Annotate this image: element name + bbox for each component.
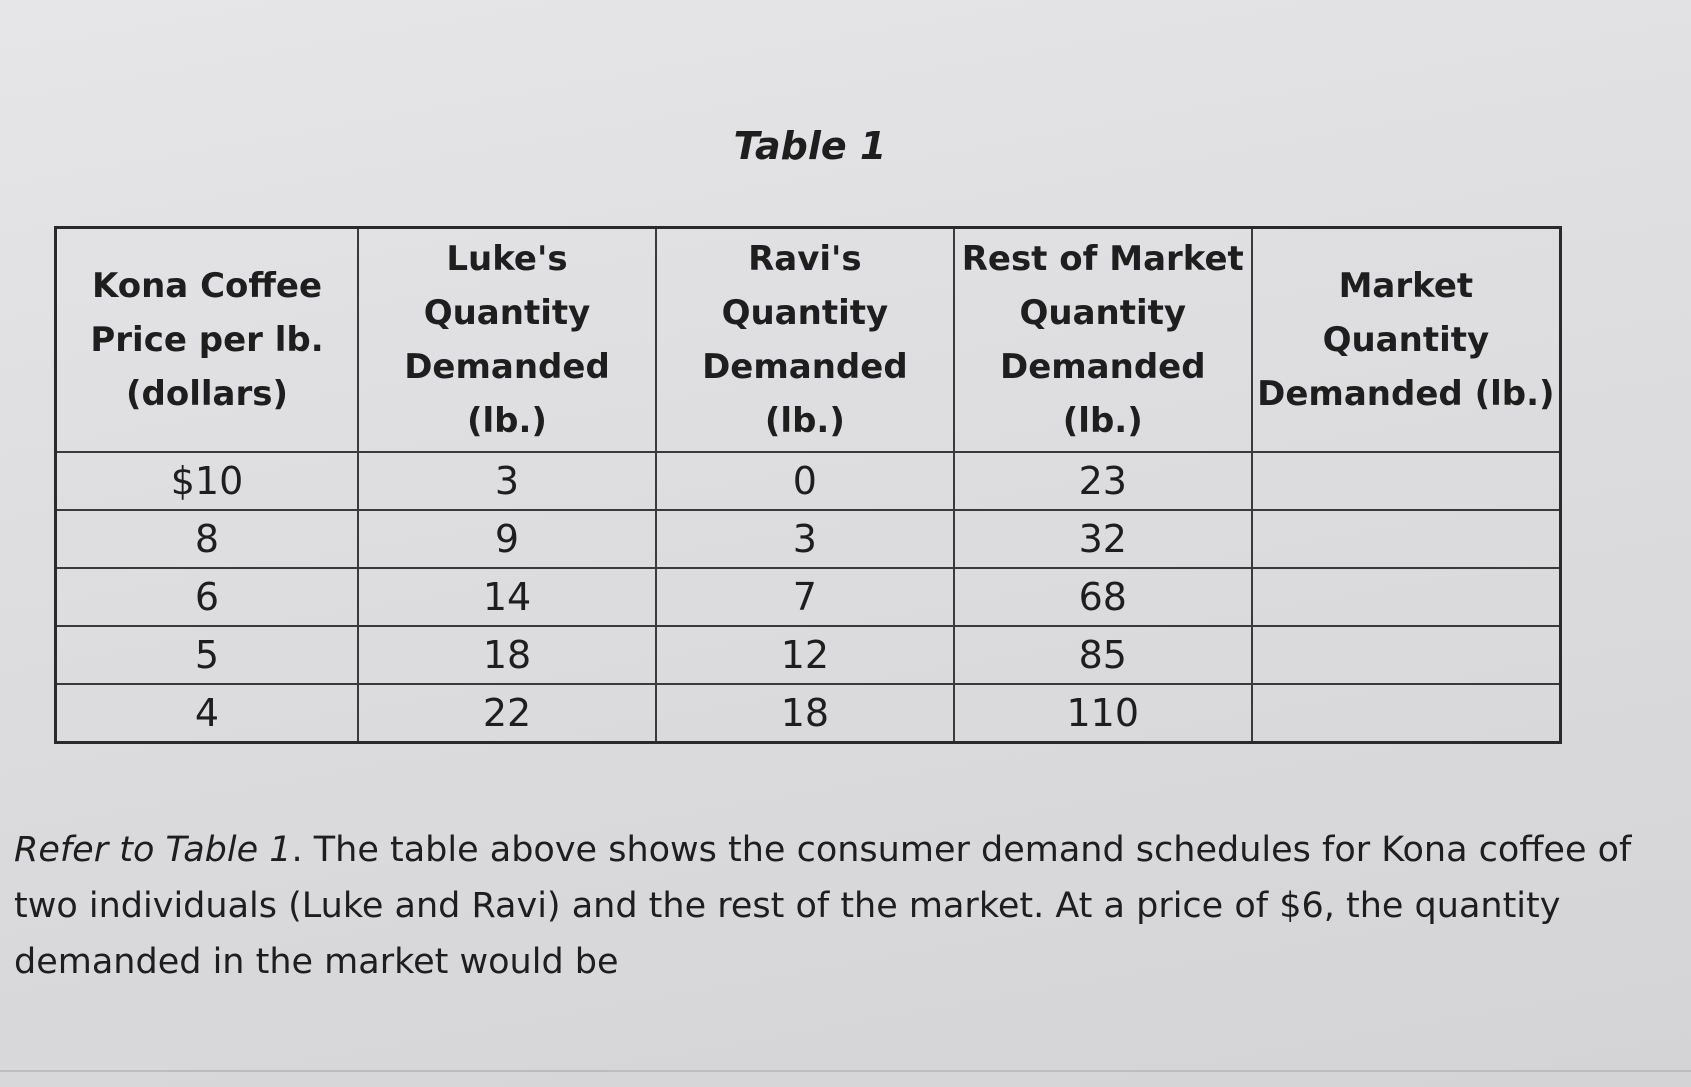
table-row bbox=[56, 452, 1561, 510]
cell-ravi: 7 bbox=[656, 568, 954, 626]
header-luke-quantity: Luke's Quantity Demanded (lb.) bbox=[358, 228, 656, 453]
table-row bbox=[56, 568, 1561, 626]
cell-price: 4 bbox=[56, 684, 359, 743]
header-price: Kona Coffee Price per lb. (dollars) bbox=[56, 228, 359, 453]
cell-ravi: 3 bbox=[656, 510, 954, 568]
cell-price: 6 bbox=[56, 568, 359, 626]
cell-market bbox=[1252, 568, 1561, 626]
cell-price: $10 bbox=[56, 452, 359, 510]
cell-luke: 9 bbox=[358, 510, 656, 568]
cell-rest-of-market: 32 bbox=[954, 510, 1252, 568]
table-row bbox=[56, 684, 1561, 743]
cell-luke: 18 bbox=[358, 626, 656, 684]
cell-market bbox=[1252, 510, 1561, 568]
demand-schedule-table bbox=[54, 226, 1562, 744]
cell-ravi: 12 bbox=[656, 626, 954, 684]
cell-price: 8 bbox=[56, 510, 359, 568]
question-text bbox=[14, 822, 1654, 990]
cell-rest-of-market: 23 bbox=[954, 452, 1252, 510]
table-title: Table 1 bbox=[733, 124, 887, 168]
cell-rest-of-market: 85 bbox=[954, 626, 1252, 684]
question-body: . The table above shows the consumer demand schedules for Kona coffee of two individuals (Luke and Ravi) and the rest of the market. At a price of $6, the quantity demanded in the market would be bbox=[14, 830, 1632, 982]
cell-market bbox=[1252, 452, 1561, 510]
cell-luke: 22 bbox=[358, 684, 656, 743]
header-ravi-quantity: Ravi's Quantity Demanded (lb.) bbox=[656, 228, 954, 453]
table-header-row bbox=[56, 228, 1561, 453]
question-reference: Refer to Table 1 bbox=[14, 830, 292, 870]
cell-luke: 14 bbox=[358, 568, 656, 626]
header-market-quantity: Market Quantity Demanded (lb.) bbox=[1252, 228, 1561, 453]
cell-ravi: 18 bbox=[656, 684, 954, 743]
cell-rest-of-market: 68 bbox=[954, 568, 1252, 626]
header-rest-of-market-quantity: Rest of Market Quantity Demanded (lb.) bbox=[954, 228, 1252, 453]
page-divider bbox=[0, 1070, 1691, 1072]
table-row bbox=[56, 510, 1561, 568]
cell-rest-of-market: 110 bbox=[954, 684, 1252, 743]
cell-luke: 3 bbox=[358, 452, 656, 510]
cell-price: 5 bbox=[56, 626, 359, 684]
cell-ravi: 0 bbox=[656, 452, 954, 510]
table-row bbox=[56, 626, 1561, 684]
cell-market bbox=[1252, 684, 1561, 743]
cell-market bbox=[1252, 626, 1561, 684]
